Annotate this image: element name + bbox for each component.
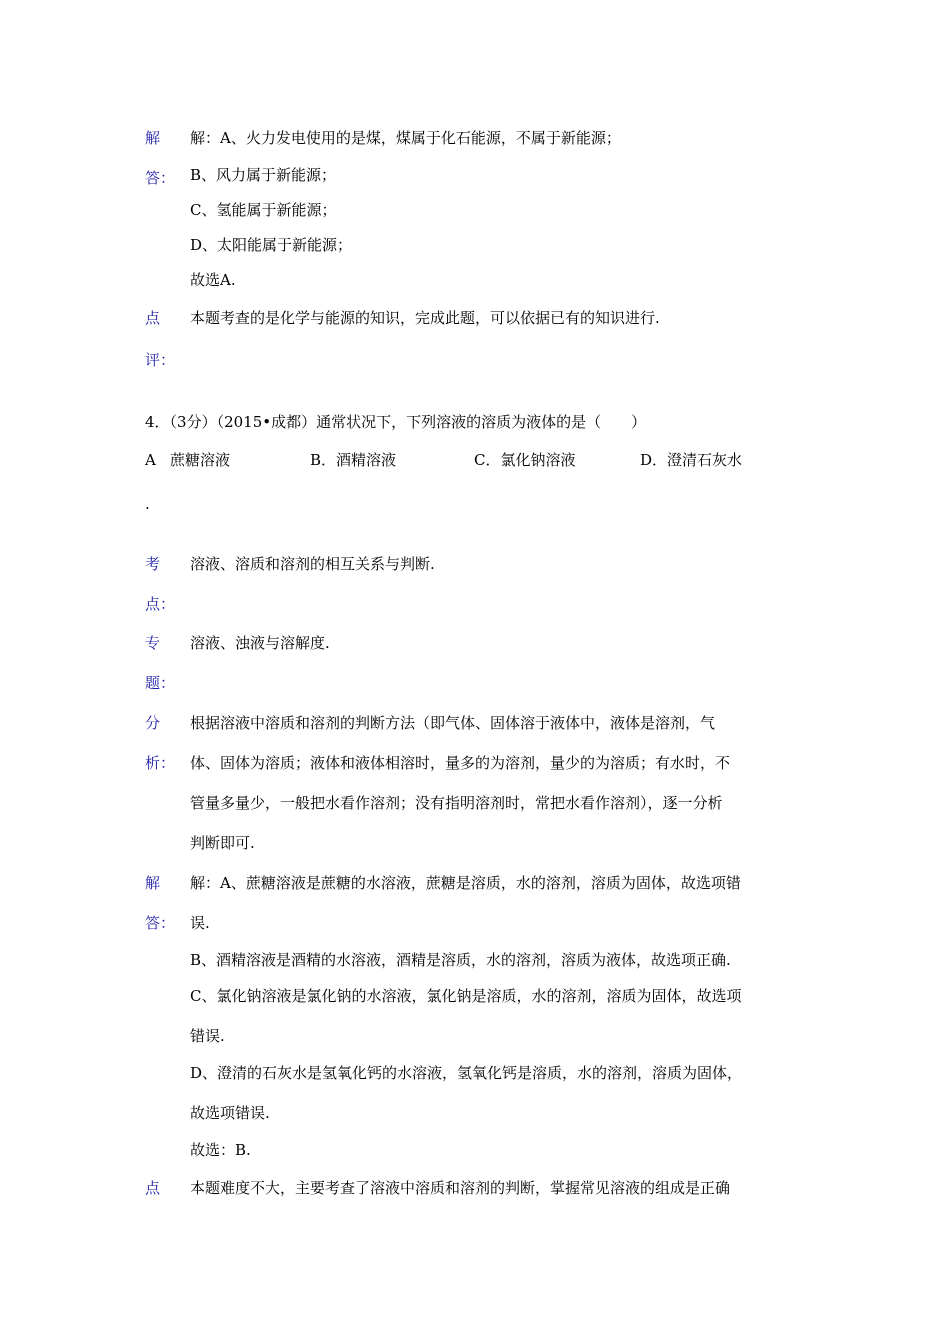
option-c: C．氯化钠溶液: [474, 451, 576, 469]
analysis-label-xi: 析：: [145, 754, 176, 772]
analysis-line: 管量多量少，一般把水看作溶剂；没有指明溶剂时，常把水看作溶剂），逐一分析: [190, 794, 723, 812]
solution4-line: C、氯化钠溶液是氯化钠的水溶液，氯化钠是溶质，水的溶剂，溶质为固体，故选项: [190, 987, 742, 1005]
solution-label-da: 答：: [145, 169, 176, 187]
option-a-dot: .: [145, 495, 150, 513]
zhuanti-label-zhuan: 专: [145, 634, 161, 652]
analysis-line: 判断即可.: [190, 834, 255, 852]
comment-label-ping: 评：: [145, 351, 176, 369]
solution4-line: 解：A、蔗糖溶液是蔗糖的水溶液，蔗糖是溶质，水的溶剂，溶质为固体，故选项错: [190, 874, 741, 892]
solution-label-jie: 解: [145, 129, 161, 147]
comment4-text: 本题难度不大，主要考查了溶液中溶质和溶剂的判断，掌握常见溶液的组成是正确: [190, 1179, 731, 1197]
solution-line: 故选A.: [190, 271, 236, 289]
solution4-line: D、澄清的石灰水是氢氧化钙的水溶液，氢氧化钙是溶质，水的溶剂，溶质为固体，: [190, 1064, 743, 1082]
solution4-line: B、酒精溶液是酒精的水溶液，酒精是溶质，水的溶剂，溶质为液体，故选项正确.: [190, 951, 731, 969]
kaodian-text: 溶液、溶质和溶剂的相互关系与判断.: [190, 555, 435, 573]
kaodian-label-dian: 点：: [145, 595, 176, 613]
kaodian-label-kao: 考: [145, 555, 161, 573]
question-stem: 4．（3分）（2015•成都）通常状况下，下列溶液的溶质为液体的是（ ）: [145, 413, 647, 431]
solution4-line: 误.: [190, 914, 210, 932]
analysis-line: 根据溶液中溶质和溶剂的判断方法（即气体、固体溶于液体中，液体是溶剂，气: [190, 714, 716, 732]
solution4-line: 故选：B.: [190, 1141, 251, 1159]
solution4-label-da: 答：: [145, 914, 176, 932]
option-b: B．酒精溶液: [310, 451, 397, 469]
solution-line: D、太阳能属于新能源；: [190, 236, 353, 254]
solution-line: 解：A、火力发电使用的是煤，煤属于化石能源，不属于新能源；: [190, 129, 621, 147]
solution4-label-jie: 解: [145, 874, 161, 892]
zhuanti-text: 溶液、浊液与溶解度.: [190, 634, 330, 652]
analysis-line: 体、固体为溶质；液体和液体相溶时，量多的为溶剂，量少的为溶质；有水时，不: [190, 754, 731, 772]
comment-label-dian: 点: [145, 309, 161, 327]
solution4-line: 错误.: [190, 1027, 225, 1045]
option-d: D．澄清石灰水: [640, 451, 743, 469]
solution4-line: 故选项错误.: [190, 1104, 270, 1122]
analysis-label-fen: 分: [145, 714, 161, 732]
option-a-letter: A: [145, 451, 156, 469]
comment4-label-dian: 点: [145, 1179, 161, 1197]
solution-line: B、风力属于新能源；: [190, 166, 337, 184]
comment-text: 本题考查的是化学与能源的知识，完成此题，可以依据已有的知识进行.: [190, 309, 660, 327]
zhuanti-label-ti: 题：: [145, 674, 176, 692]
option-a-text: 蔗糖溶液: [170, 451, 231, 469]
solution-line: C、氢能属于新能源；: [190, 201, 337, 219]
